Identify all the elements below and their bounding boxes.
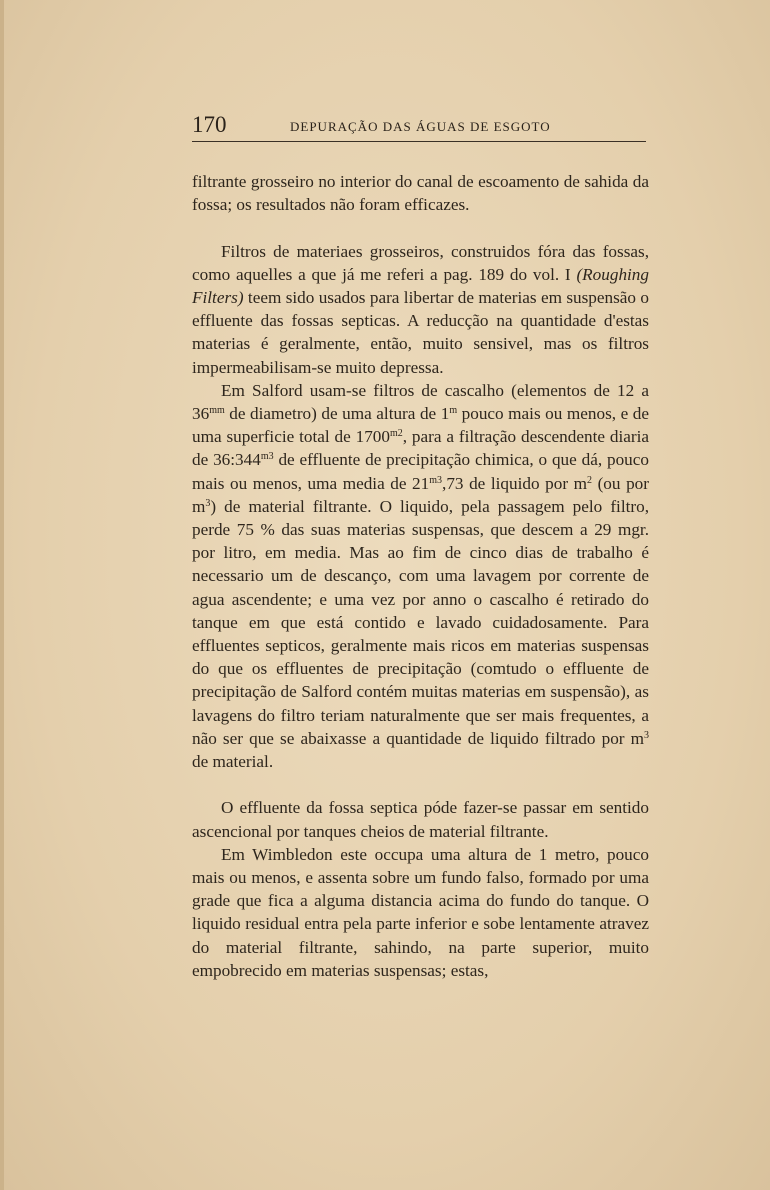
page-number: 170 — [192, 112, 227, 137]
body-text — [192, 170, 649, 982]
page-header — [192, 110, 646, 142]
running-title: DEPURAÇÃO DAS ÁGUAS DE ESGOTO — [290, 119, 551, 134]
paragraph-3: Em Salford usam-se filtros de cascalho (elementos de 12 a $36^{mm}$ de diametro) de uma altura de 1$^m$ pouco mais ou menos, e de uma superficie total de $1700^{m2}$, para a filtração descendente diaria de $36:344^{m3}$ de effluente de precipitação chimica, o que dá, pouco mais ou menos, uma media de $21^{m3},73$ de liquido por $m^2$ (ou por $m^3$) de material filtrante. O liquido, pela passagem pelo filtro, perde 75 % das suas materias suspensas, que descem a 29 mgr. por litro, em media. Mas ao fim de cinco dias de trabalho é necessario um de descanço, com uma lavagem por corrente de agua ascendente; e uma vez por anno o cascalho é retirado do tanque em que está contido e lavado cuidadosamente. Para effluentes septicos, geralmente mais ricos em materias suspensas do que os effluentes de precipitação (comtudo o effluente de precipitação de Salford contém muitas materias em suspensão), as lavagens do filtro teriam naturalmente que ser mais frequentes, a não ser que se abaixasse a quantidade de liquido filtrado por $m^3$ de material. — [192, 380, 649, 772]
paragraph-5: Em Wimbledon este occupa uma altura de 1 metro, pouco mais ou menos, e assenta sobre um fundo falso, formado por uma grade que fica a alguma distancia acima do fundo do tanque. O liquido residual entra pela parte inferior e sobe lentamente atravez do material filtrante, sahindo, na parte superior, muito empobrecido em materias suspensas; estas, — [192, 844, 649, 980]
paragraph-4: O effluente da fossa septica póde fazer-se passar em sentido ascencional por tanques cheios de material filtrante. — [192, 798, 649, 841]
roughing-filters-term: (Roughing Filters) — [192, 264, 649, 307]
paragraph-1: filtrante grosseiro no interior do canal de escoamento de sahida da fossa; os resultados não foram efficazes. — [192, 172, 649, 215]
paragraph-2: Filtros de materiaes grosseiros, construidos fóra das fossas, como aquelles a que já me referi a pag. 189 do vol. I (Roughing Filters) teem sido usados para libertar de materias em suspensão o effluente das fossas septicas. A reducção na quantidade d'estas materias é geralmente, então, muito sensivel, mas os filtros impermeabilisam-se muito depressa. — [192, 241, 649, 377]
header-rule — [192, 141, 646, 142]
